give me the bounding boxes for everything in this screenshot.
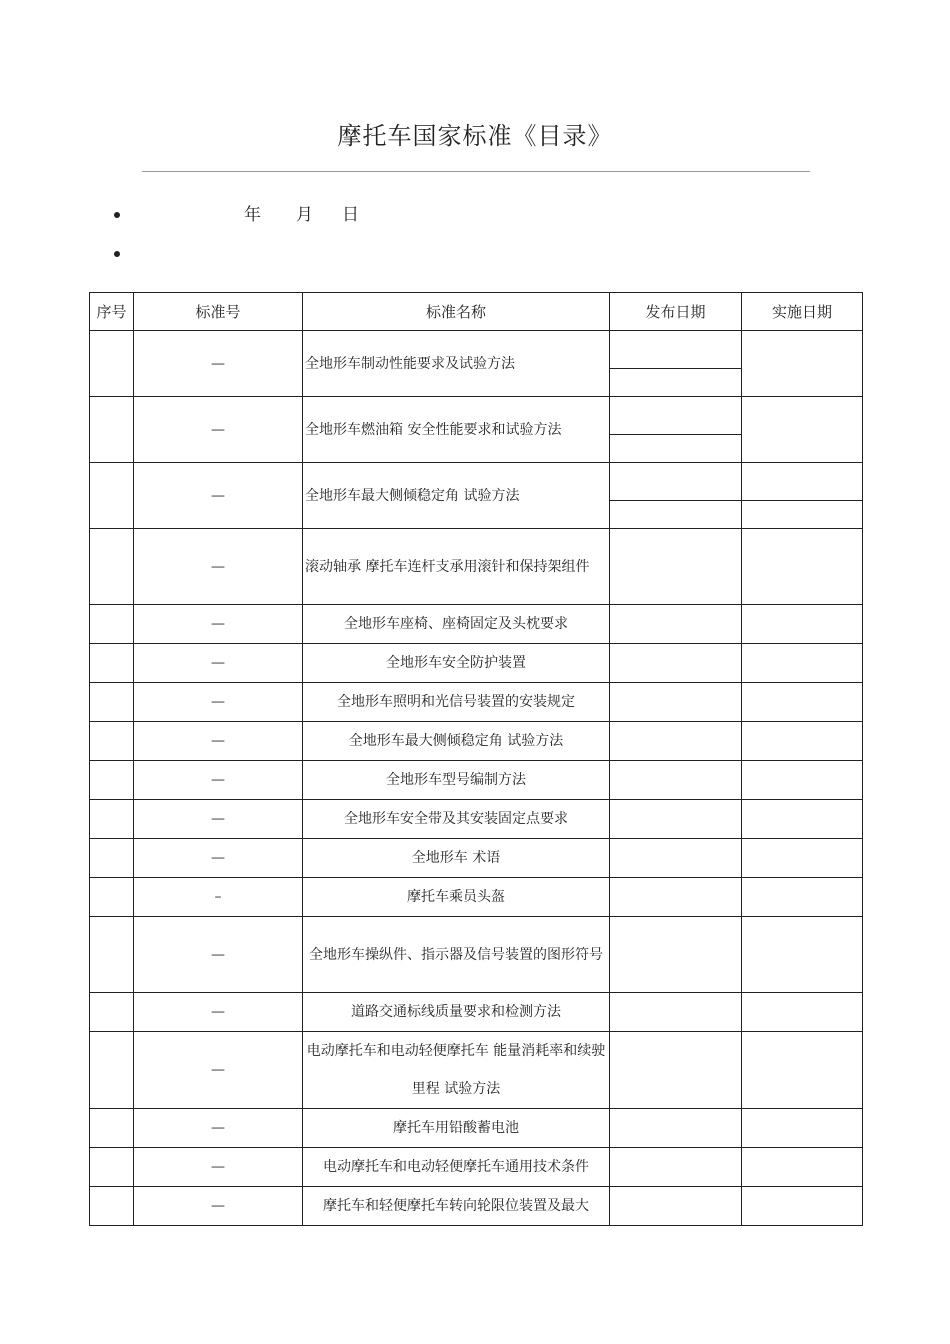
row-seq bbox=[90, 644, 134, 683]
row-publish-date bbox=[610, 331, 742, 397]
row-effective-date bbox=[742, 761, 863, 800]
row-name: 全地形车燃油箱 安全性能要求和试验方法 bbox=[303, 397, 610, 463]
row-effective-date bbox=[742, 463, 863, 529]
row-effective-date bbox=[742, 1032, 863, 1109]
row-publish-date bbox=[610, 993, 742, 1032]
row-publish-date bbox=[610, 605, 742, 644]
row-effective-date bbox=[742, 1187, 863, 1226]
table-row bbox=[90, 1032, 863, 1109]
row-seq bbox=[90, 529, 134, 605]
row-std-no: — bbox=[134, 529, 303, 605]
row-publish-date bbox=[610, 1109, 742, 1148]
row-std-no: — bbox=[134, 761, 303, 800]
date-line bbox=[244, 200, 359, 225]
row-std-no: — bbox=[134, 331, 303, 397]
row-effective-date bbox=[742, 1109, 863, 1148]
row-std-no: — bbox=[134, 1032, 303, 1109]
header-std-no: 标准号 bbox=[134, 293, 303, 331]
row-effective-date bbox=[742, 529, 863, 605]
table-row bbox=[90, 1148, 863, 1187]
row-name: 道路交通标线质量要求和检测方法 bbox=[303, 993, 610, 1032]
row-std-no: — bbox=[134, 917, 303, 993]
table-row bbox=[90, 605, 863, 644]
row-name: 摩托车用铅酸蓄电池 bbox=[303, 1109, 610, 1148]
row-seq bbox=[90, 331, 134, 397]
row-name: 全地形车制动性能要求及试验方法 bbox=[303, 331, 610, 397]
table-row bbox=[90, 1187, 863, 1226]
row-effective-date bbox=[742, 878, 863, 917]
row-name: 全地形车安全带及其安装固定点要求 bbox=[303, 800, 610, 839]
row-seq bbox=[90, 1187, 134, 1226]
table-row bbox=[90, 463, 863, 529]
row-seq bbox=[90, 917, 134, 993]
row-effective-date bbox=[742, 993, 863, 1032]
row-seq bbox=[90, 761, 134, 800]
header-effective-date: 实施日期 bbox=[742, 293, 863, 331]
row-std-no: — bbox=[134, 683, 303, 722]
row-name: 全地形车型号编制方法 bbox=[303, 761, 610, 800]
row-name: 全地形车座椅、座椅固定及头枕要求 bbox=[303, 605, 610, 644]
row-effective-date bbox=[742, 917, 863, 993]
row-name: 摩托车和轻便摩托车转向轮限位装置及最大 bbox=[303, 1187, 610, 1226]
title-divider bbox=[142, 171, 810, 172]
row-std-no: — bbox=[134, 839, 303, 878]
row-name: 全地形车操纵件、指示器及信号装置的图形符号 bbox=[303, 917, 610, 993]
date-day: 日 bbox=[342, 205, 359, 225]
row-std-no: — bbox=[134, 1109, 303, 1148]
table-row bbox=[90, 1109, 863, 1148]
row-seq bbox=[90, 1109, 134, 1148]
row-seq bbox=[90, 722, 134, 761]
row-effective-date bbox=[742, 683, 863, 722]
table-row bbox=[90, 397, 863, 463]
row-publish-date bbox=[610, 1148, 742, 1187]
row-std-no: — bbox=[134, 605, 303, 644]
row-seq bbox=[90, 1032, 134, 1109]
row-effective-date bbox=[742, 605, 863, 644]
header-name: 标准名称 bbox=[303, 293, 610, 331]
row-publish-date bbox=[610, 800, 742, 839]
row-publish-date bbox=[610, 839, 742, 878]
row-effective-date bbox=[742, 397, 863, 463]
row-name: 全地形车最大侧倾稳定角 试验方法 bbox=[303, 463, 610, 529]
row-publish-date bbox=[610, 878, 742, 917]
table-row bbox=[90, 644, 863, 683]
row-name: 滚动轴承 摩托车连杆支承用滚针和保持架组件 bbox=[303, 529, 610, 605]
table-row bbox=[90, 529, 863, 605]
table-row bbox=[90, 761, 863, 800]
row-effective-date bbox=[742, 800, 863, 839]
row-publish-date bbox=[610, 1032, 742, 1109]
row-seq bbox=[90, 839, 134, 878]
row-std-no: — bbox=[134, 993, 303, 1032]
row-std-no: – bbox=[134, 878, 303, 917]
row-seq bbox=[90, 800, 134, 839]
table-row bbox=[90, 722, 863, 761]
table-row bbox=[90, 917, 863, 993]
row-publish-date bbox=[610, 1187, 742, 1226]
row-effective-date bbox=[742, 331, 863, 397]
table-header bbox=[90, 293, 863, 331]
table-row bbox=[90, 683, 863, 722]
row-publish-date bbox=[610, 722, 742, 761]
row-name: 全地形车照明和光信号装置的安装规定 bbox=[303, 683, 610, 722]
row-name: 电动摩托车和电动轻便摩托车 能量消耗率和续驶里程 试验方法 bbox=[303, 1032, 610, 1109]
table-row bbox=[90, 878, 863, 917]
bullet-1 bbox=[114, 212, 120, 218]
row-std-no: — bbox=[134, 463, 303, 529]
row-publish-date bbox=[610, 683, 742, 722]
row-publish-date bbox=[610, 917, 742, 993]
row-effective-date bbox=[742, 722, 863, 761]
date-year: 年 bbox=[244, 205, 261, 225]
row-effective-date bbox=[742, 644, 863, 683]
row-publish-date bbox=[610, 761, 742, 800]
row-seq bbox=[90, 397, 134, 463]
row-name: 全地形车 术语 bbox=[303, 839, 610, 878]
row-seq bbox=[90, 878, 134, 917]
table-row bbox=[90, 800, 863, 839]
table-row bbox=[90, 331, 863, 397]
row-std-no: — bbox=[134, 397, 303, 463]
page-title: 摩托车国家标准《目录》 bbox=[337, 122, 613, 150]
table-row bbox=[90, 839, 863, 878]
row-publish-date bbox=[610, 397, 742, 463]
row-publish-date bbox=[610, 529, 742, 605]
table-row bbox=[90, 993, 863, 1032]
row-publish-date bbox=[610, 644, 742, 683]
row-seq bbox=[90, 993, 134, 1032]
row-seq bbox=[90, 605, 134, 644]
row-seq bbox=[90, 463, 134, 529]
row-std-no: — bbox=[134, 722, 303, 761]
row-name: 全地形车最大侧倾稳定角 试验方法 bbox=[303, 722, 610, 761]
row-publish-date bbox=[610, 463, 742, 529]
row-effective-date bbox=[742, 1148, 863, 1187]
row-std-no: — bbox=[134, 1148, 303, 1187]
header-publish-date: 发布日期 bbox=[610, 293, 742, 331]
header-seq: 序号 bbox=[90, 293, 134, 331]
row-name: 摩托车乘员头盔 bbox=[303, 878, 610, 917]
row-std-no: — bbox=[134, 644, 303, 683]
row-effective-date bbox=[742, 839, 863, 878]
row-name: 电动摩托车和电动轻便摩托车通用技术条件 bbox=[303, 1148, 610, 1187]
row-seq bbox=[90, 1148, 134, 1187]
row-std-no: — bbox=[134, 1187, 303, 1226]
row-name: 全地形车安全防护装置 bbox=[303, 644, 610, 683]
bullet-2 bbox=[114, 251, 120, 257]
row-std-no: — bbox=[134, 800, 303, 839]
row-seq bbox=[90, 683, 134, 722]
date-month: 月 bbox=[296, 205, 313, 225]
standards-table bbox=[89, 292, 863, 1226]
